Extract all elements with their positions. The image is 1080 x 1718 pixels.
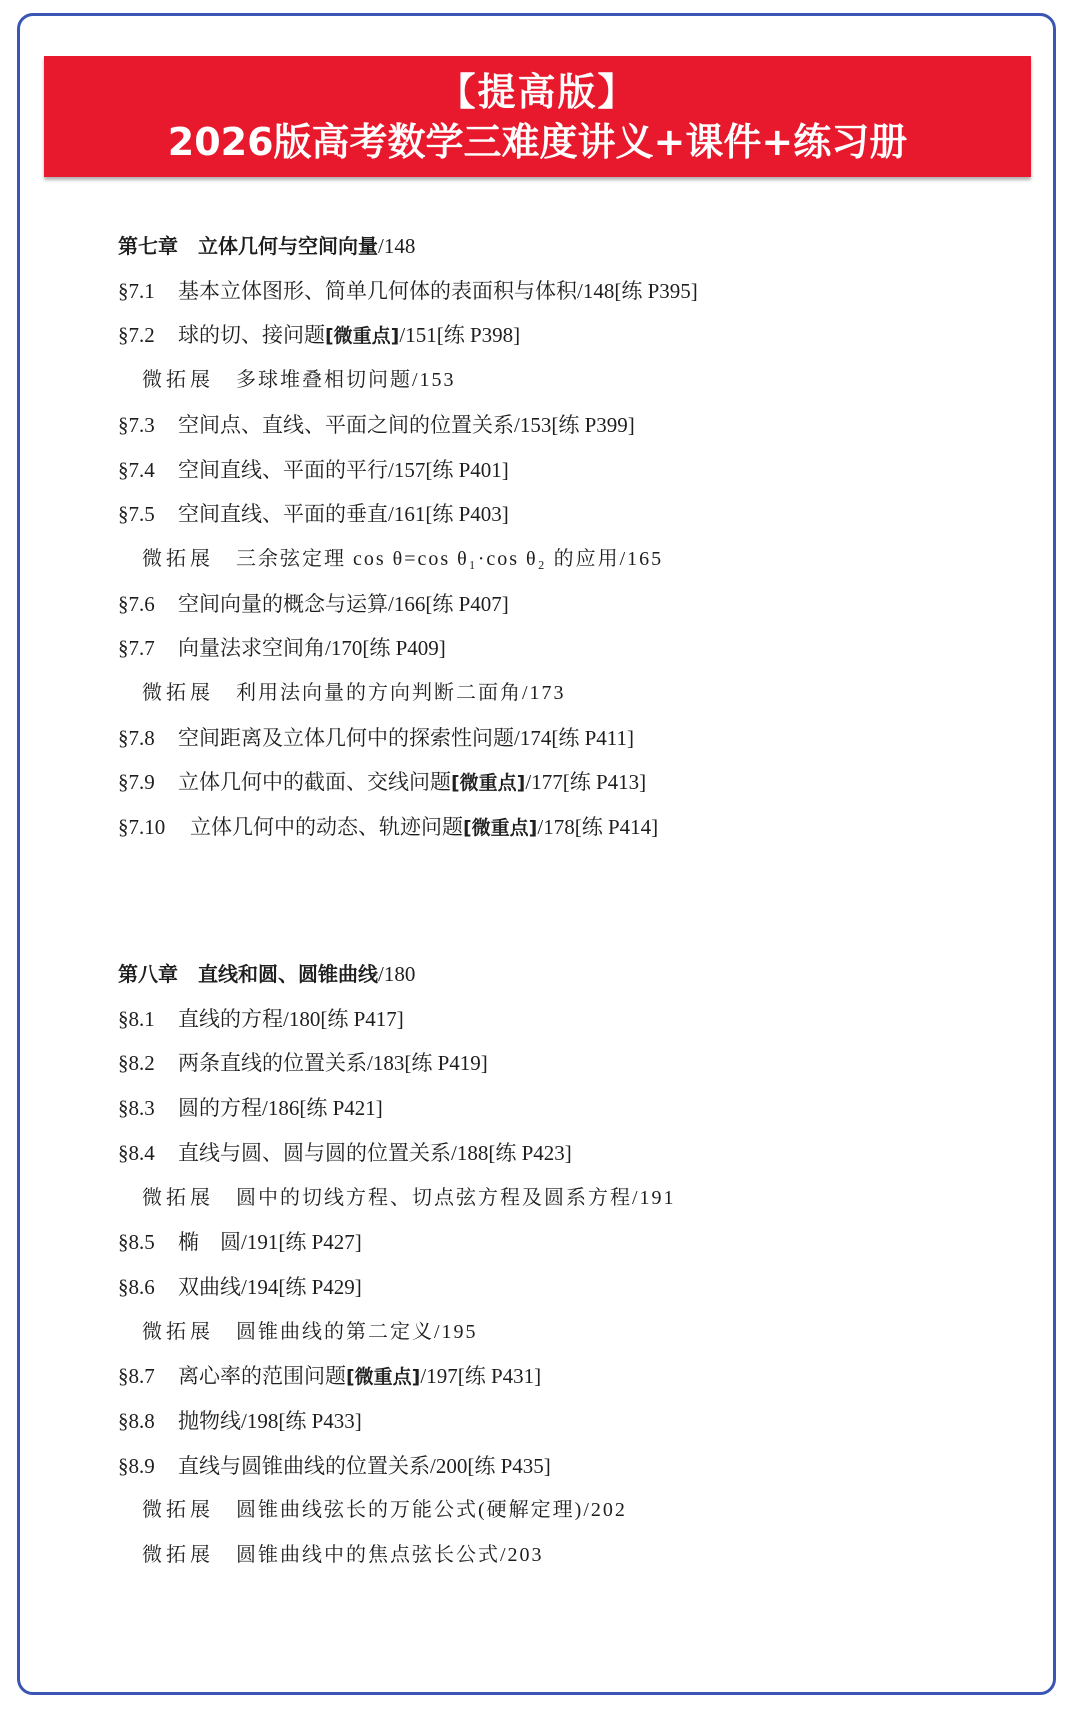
toc-section-item[interactable] — [118, 764, 646, 800]
toc-extension-item[interactable] — [142, 1537, 544, 1573]
toc-section-item[interactable] — [118, 1135, 572, 1171]
page-ref: /195 — [434, 1320, 478, 1343]
toc-section-item[interactable] — [118, 273, 698, 309]
section-code: §8.7 — [118, 1364, 155, 1389]
page-ref: /148[练 P395] — [577, 278, 698, 303]
toc-extension-item[interactable] — [142, 1180, 676, 1216]
page-ref: /180[练 P417] — [283, 1006, 404, 1031]
page-ref: /178[练 P414] — [537, 815, 659, 840]
toc-section-item[interactable] — [118, 1448, 551, 1484]
page-ref: /170[练 P409] — [325, 636, 446, 661]
section-code: §8.5 — [118, 1230, 155, 1255]
section-title: 直线的方程 — [178, 1006, 283, 1031]
focus-tag: [微重点] — [451, 772, 526, 795]
page-ref: /194[练 P429] — [241, 1274, 362, 1299]
section-code: §7.1 — [118, 278, 155, 303]
section-title: 双曲线 — [178, 1274, 241, 1299]
chapter-heading — [118, 228, 415, 264]
section-title: 空间直线、平面的垂直 — [178, 502, 388, 527]
section-title: 直线与圆锥曲线的位置关系 — [178, 1453, 430, 1478]
section-title: 圆锥曲线的第二定义 — [236, 1320, 434, 1343]
section-code: §8.8 — [118, 1409, 155, 1433]
toc-extension-item[interactable] — [142, 362, 456, 398]
section-code: §7.9 — [118, 770, 155, 795]
page-ref: /157[练 P401] — [388, 457, 509, 482]
section-title: 圆锥曲线弦长的万能公式(硬解定理) — [236, 1499, 584, 1522]
extension-label: 微拓展 — [142, 369, 214, 392]
page-ref: /166[练 P407] — [388, 591, 509, 616]
section-title: 离心率的范围问题 — [178, 1364, 346, 1389]
banner-title: 2026版高考数学三难度讲义+课件+练习册 — [167, 120, 908, 164]
toc-extension-item[interactable] — [142, 541, 663, 577]
page-ref: /186[练 P421] — [262, 1096, 383, 1121]
chapter-page: /148 — [378, 234, 416, 258]
section-code: §7.10 — [118, 815, 166, 840]
section-title: 圆中的切线方程、切点弦方程及圆系方程 — [236, 1186, 632, 1209]
toc-section-item[interactable] — [118, 452, 509, 488]
section-title: 三余弦定理 cos θ=cos θ₁·cos θ₂ 的应用 — [236, 547, 620, 570]
page-ref: /191[练 P427] — [241, 1230, 362, 1255]
chapter-heading — [118, 956, 415, 992]
toc-section-item[interactable] — [118, 496, 509, 532]
chapter-page: /180 — [378, 962, 416, 986]
page-ref: /151[练 P398] — [399, 323, 521, 348]
toc-section-item[interactable] — [118, 1045, 488, 1081]
toc-section-item[interactable] — [118, 407, 635, 443]
extension-label: 微拓展 — [142, 1320, 214, 1343]
section-title: 圆锥曲线中的焦点弦长公式 — [236, 1544, 500, 1567]
section-title: 两条直线的位置关系 — [178, 1051, 367, 1076]
focus-tag: [微重点] — [346, 1366, 421, 1389]
section-code: §7.7 — [118, 636, 155, 661]
section-code: §8.3 — [118, 1096, 155, 1121]
toc-section-item[interactable] — [118, 1403, 362, 1439]
section-title: 椭 圆 — [178, 1230, 241, 1255]
page-ref: /177[练 P413] — [525, 770, 647, 795]
toc-section-item[interactable] — [118, 720, 634, 756]
toc-section-item[interactable] — [118, 586, 509, 622]
page-border — [17, 13, 1056, 1695]
section-code: §7.5 — [118, 502, 155, 527]
section-code: §7.3 — [118, 412, 155, 437]
page-ref: /200[练 P435] — [430, 1453, 551, 1478]
toc-section-item[interactable] — [118, 809, 658, 845]
section-code: §8.4 — [118, 1140, 155, 1165]
section-code: §7.8 — [118, 725, 155, 750]
section-title: 球的切、接问题 — [178, 323, 325, 348]
extension-label: 微拓展 — [142, 1499, 214, 1522]
section-title: 向量法求空间角 — [178, 636, 325, 661]
title-banner — [44, 56, 1031, 177]
page-ref: /174[练 P411] — [514, 725, 634, 750]
section-title: 抛物线 — [178, 1409, 241, 1433]
section-code: §8.6 — [118, 1274, 155, 1299]
chapter-title: 直线和圆、圆锥曲线 — [198, 962, 378, 986]
toc-section-item[interactable] — [118, 1269, 362, 1305]
toc-section-item[interactable] — [118, 1001, 404, 1037]
page-ref: /165 — [619, 547, 664, 570]
extension-label: 微拓展 — [142, 1544, 214, 1567]
section-title: 立体几何中的截面、交线问题 — [178, 770, 451, 795]
section-title: 直线与圆、圆与圆的位置关系 — [178, 1140, 451, 1165]
page-ref: /183[练 P419] — [367, 1051, 488, 1076]
section-title: 基本立体图形、简单几何体的表面积与体积 — [178, 278, 577, 303]
page-ref: /173 — [522, 682, 566, 704]
page-ref: /197[练 P431] — [420, 1364, 542, 1389]
page-ref: /203 — [500, 1544, 544, 1567]
page-ref: /153[练 P399] — [514, 412, 635, 437]
section-code: §8.9 — [118, 1453, 155, 1478]
focus-tag: [微重点] — [463, 817, 538, 840]
section-title: 空间向量的概念与运算 — [178, 591, 388, 616]
section-title: 立体几何中的动态、轨迹问题 — [190, 815, 463, 840]
page-ref: /191 — [632, 1186, 676, 1209]
chapter-number: 第七章 — [118, 234, 178, 258]
section-title: 多球堆叠相切问题 — [236, 369, 412, 392]
toc-section-item[interactable] — [118, 1224, 362, 1260]
section-title: 空间距离及立体几何中的探索性问题 — [178, 725, 514, 750]
section-code: §7.6 — [118, 591, 155, 616]
page-ref: /153 — [412, 369, 456, 392]
chapter-title: 立体几何与空间向量 — [198, 234, 378, 258]
toc-section-item[interactable] — [118, 317, 520, 353]
page-ref: /188[练 P423] — [451, 1140, 572, 1165]
page-ref: /161[练 P403] — [388, 502, 509, 527]
page-ref: /198[练 P433] — [241, 1409, 362, 1433]
toc-extension-item[interactable] — [142, 675, 566, 711]
extension-label: 微拓展 — [142, 682, 214, 704]
focus-tag: [微重点] — [325, 325, 400, 348]
section-code: §8.1 — [118, 1006, 155, 1031]
extension-label: 微拓展 — [142, 547, 214, 570]
section-code: §7.2 — [118, 323, 155, 348]
section-title: 空间点、直线、平面之间的位置关系 — [178, 412, 514, 437]
toc-section-item[interactable] — [118, 630, 446, 666]
toc-section-item[interactable] — [118, 1358, 541, 1394]
toc-extension-item[interactable] — [142, 1314, 478, 1350]
section-code: §7.4 — [118, 457, 155, 482]
page-ref: /202 — [583, 1499, 627, 1522]
toc-section-item[interactable] — [118, 1090, 383, 1126]
toc-extension-item[interactable] — [142, 1492, 627, 1528]
section-code: §8.2 — [118, 1051, 155, 1076]
chapter-number: 第八章 — [118, 962, 178, 986]
section-title: 利用法向量的方向判断二面角 — [236, 682, 522, 704]
section-title: 空间直线、平面的平行 — [178, 457, 388, 482]
section-title: 圆的方程 — [178, 1096, 262, 1121]
banner-edition: 【提高版】 — [437, 70, 638, 114]
extension-label: 微拓展 — [142, 1186, 214, 1209]
